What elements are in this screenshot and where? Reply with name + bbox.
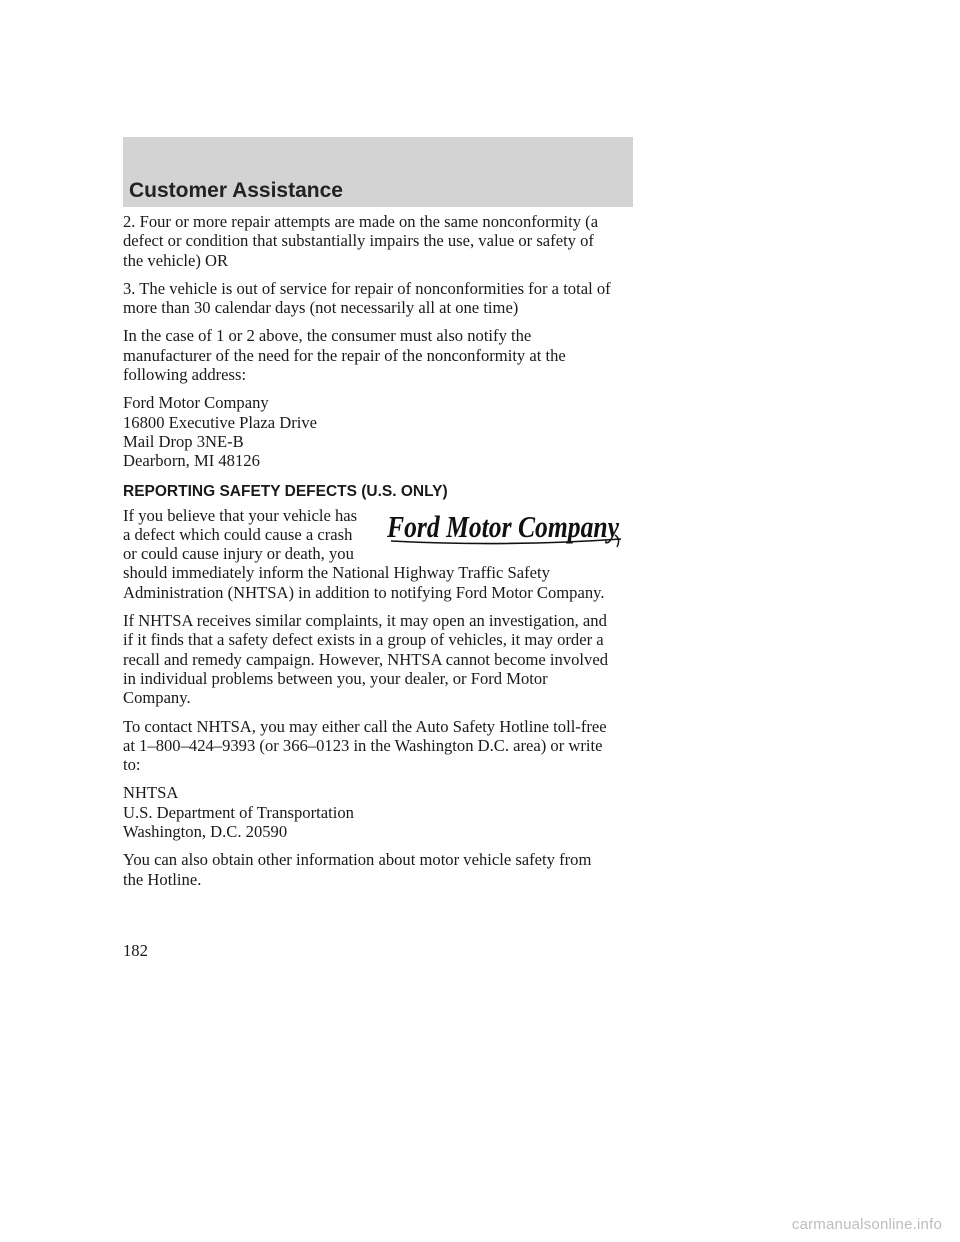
top-paragraphs <box>123 212 643 471</box>
paragraph <box>123 279 643 318</box>
text-line: 3. The vehicle is out of service for repair of nonconformities for a total of <box>123 278 611 298</box>
text-line: defect or condition that substantially impairs the use, value or safety of <box>123 231 594 251</box>
text-line: or could cause injury or death, you <box>123 544 354 564</box>
text-line: U.S. Department of Transportation <box>123 802 354 822</box>
text-line: If you believe that your vehicle has <box>123 505 358 525</box>
text-line: 2. Four or more repair attempts are made on the same nonconformity (a <box>123 212 599 231</box>
text-line: in individual problems between you, your dealer, or Ford Motor <box>123 668 548 688</box>
text-line: if it finds that a safety defect exists in a group of vehicles, it may order a <box>123 630 604 650</box>
text-line: Mail Drop 3NE-B <box>123 431 244 451</box>
logo-script-text: Ford Motor Company <box>386 508 620 544</box>
text-line: a defect which could cause a crash <box>123 524 353 544</box>
bottom-paragraphs <box>123 611 643 889</box>
text-line: the vehicle) OR <box>123 250 229 270</box>
section-title: Customer Assistance <box>129 179 343 202</box>
text-line: Company. <box>123 688 191 708</box>
text-line: recall and remedy campaign. However, NHTSA cannot become involved <box>123 649 608 669</box>
text-line: You can also obtain other information about motor vehicle safety from <box>123 850 592 870</box>
text-line: Dearborn, MI 48126 <box>123 451 260 471</box>
text-line: If NHTSA receives similar complaints, it may open an investigation, and <box>123 611 607 631</box>
text-line: Administration (NHTSA) in addition to notifying Ford Motor Company. <box>123 582 605 602</box>
text-line: more than 30 calendar days (not necessarily all at one time) <box>123 298 519 318</box>
paragraph <box>123 326 643 384</box>
text-line: To contact NHTSA, you may either call the Auto Safety Hotline toll-free <box>123 716 607 736</box>
text-line: to: <box>123 755 141 775</box>
paragraph <box>123 717 643 775</box>
text-line: manufacturer of the need for the repair of the nonconformity at the <box>123 345 566 365</box>
text-line: following address: <box>123 365 247 385</box>
paragraph <box>123 850 643 889</box>
page-content <box>123 212 643 898</box>
text-line: In the case of 1 or 2 above, the consumer must also notify the <box>123 326 532 346</box>
paragraph <box>123 212 643 270</box>
text-line: NHTSA <box>123 783 179 803</box>
page-number: 182 <box>123 941 148 960</box>
text-line: 16800 Executive Plaza Drive <box>123 412 317 432</box>
watermark: carmanualsonline.info <box>791 1216 942 1233</box>
text-line: Ford Motor Company <box>123 393 269 413</box>
text-line: Washington, D.C. 20590 <box>123 822 288 842</box>
paragraph <box>123 783 643 841</box>
text-line: at 1–800–424–9393 (or 366–0123 in the Washington D.C. area) or write <box>123 735 603 755</box>
section-heading: REPORTING SAFETY DEFECTS (U.S. ONLY) <box>123 482 448 500</box>
paragraph <box>123 393 643 470</box>
text-line: the Hotline. <box>123 869 202 889</box>
paragraph <box>123 611 643 707</box>
text-line: should immediately inform the National Highway Traffic Safety <box>123 563 550 583</box>
logo-paragraph-wrap <box>123 506 643 602</box>
ford-motor-company-logo <box>385 503 629 553</box>
